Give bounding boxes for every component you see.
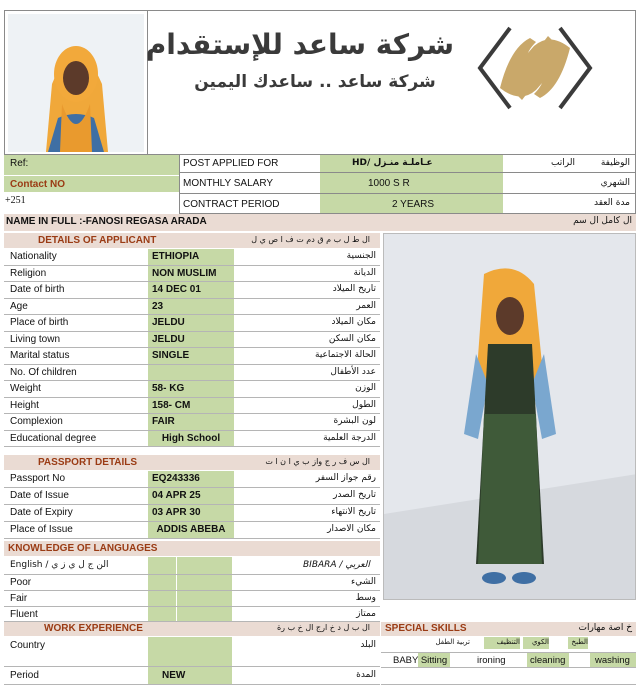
fluent-label: Fluent: [10, 609, 38, 620]
row-label: Religion: [10, 267, 47, 279]
salary-value: 1000 S R: [368, 178, 410, 189]
row-value: 158- CM: [148, 398, 234, 414]
table-row: [4, 348, 380, 365]
details-header-arabic: ال ط ل ب م ق دم ت ف ا ص ي ل: [251, 235, 370, 244]
table-row: [4, 249, 380, 266]
lang-line-2: [4, 590, 380, 591]
work-period-arabic: المدة: [356, 670, 376, 680]
row-arabic-label: تاريخ الميلاد: [332, 284, 376, 294]
row-value: JELDU: [148, 315, 234, 331]
arabic-label: BIBARA / العربي: [303, 560, 370, 570]
poor-arabic: الشيء: [350, 577, 376, 587]
row-label: Marital status: [10, 350, 70, 361]
company-logo-icon: [470, 18, 600, 118]
salary-arabic-top: الراتب: [550, 158, 575, 168]
skills-header-arabic: خ اصة مهارات: [578, 623, 632, 633]
languages-header-label: KNOWLEDGE OF LANGUAGES: [8, 543, 158, 554]
row-arabic-label: الدرجة العلمية: [323, 432, 376, 443]
lang-line-3: [4, 606, 380, 607]
row-value: 58- KG: [148, 381, 234, 397]
row-label: Date of birth: [10, 284, 65, 295]
lang-grid-green: [148, 557, 232, 621]
row-value: FAIR: [148, 414, 234, 430]
details-header-label: DETAILS OF APPLICANT: [38, 235, 157, 246]
row-arabic-label: تاريخ الانتهاء: [331, 507, 376, 517]
skill-ar-cooking: الطبخ: [571, 638, 588, 646]
table-row: [4, 414, 380, 431]
table-row: [4, 471, 380, 488]
row-value: 14 DEC 01: [148, 282, 234, 298]
row-value: High School: [148, 431, 234, 447]
row-value: ADDIS ABEBA: [148, 522, 234, 538]
row-label: Place of birth: [10, 317, 69, 328]
contract-period-label: CONTRACT PERIOD: [183, 199, 280, 210]
row-arabic-label: مكان الاصدار: [327, 524, 376, 534]
fair-arabic: وسط: [355, 593, 376, 603]
passport-header-label: PASSPORT DETAILS: [38, 457, 138, 468]
post-arabic: الوظيفة: [600, 158, 630, 168]
row-label: Educational degree: [10, 432, 97, 444]
work-country-arabic: البلد: [360, 640, 376, 650]
full-name: NAME IN FULL :-FANOSI REGASA ARADA: [6, 216, 207, 227]
skill-washing: washing: [595, 655, 630, 666]
table-row: [4, 398, 380, 415]
row-arabic-label: العمر: [356, 300, 376, 311]
row-arabic-label: الطول: [352, 399, 376, 410]
table-row: [4, 505, 380, 522]
applicant-portrait-photo: [8, 14, 144, 152]
row-arabic-label: مكان السكن: [328, 333, 376, 344]
row-arabic-label: عدد الأطفال: [330, 366, 376, 377]
work-country-label: Country: [10, 640, 46, 651]
table-row: [4, 381, 380, 398]
skill-ar-babysitting: تربية الطفل: [435, 638, 470, 646]
salary-label: MONTHLY SALARY: [183, 178, 274, 189]
row-value: EQ243336: [148, 471, 234, 487]
lang-grid-split: [176, 557, 177, 621]
skill-cleaning: cleaning: [530, 655, 566, 666]
skill-ar-cleaning: التنظيف: [496, 638, 520, 646]
contract-period-arabic: مدة العقد: [594, 198, 630, 208]
english-label: English / الن ج ل ي ز ي: [10, 560, 109, 570]
row-value: SINGLE: [148, 348, 234, 364]
row-arabic-label: تاريخ الصدر: [333, 490, 376, 500]
table-row: [4, 332, 380, 349]
skills-line-3: [381, 684, 636, 685]
row-value: [148, 365, 234, 381]
row-value: NON MUSLIM: [148, 266, 234, 282]
ref-cell: [4, 155, 179, 176]
row-value: JELDU: [148, 332, 234, 348]
lang-line-1: [4, 574, 380, 575]
row-label: No. Of children: [10, 366, 77, 378]
skill-babysitting: BABY Sitting: [393, 655, 448, 666]
row-value: 03 APR 30: [148, 505, 234, 521]
row-arabic-label: الوزن: [355, 383, 376, 393]
row-label: Date of Expiry: [10, 507, 73, 518]
contract-period-value: 2 YEARS: [392, 199, 435, 210]
contact-label: Contact NO: [10, 179, 65, 190]
row-label: Weight: [10, 383, 41, 394]
table-row: [4, 522, 380, 539]
skill-ironing: ironing: [477, 655, 506, 666]
post-label: POST APPLIED FOR: [183, 158, 279, 169]
row-arabic-label: الجنسية: [346, 251, 376, 261]
work-country-cell: [148, 637, 232, 685]
salary-arabic: الشهري: [600, 178, 630, 188]
phone-prefix: +251: [5, 195, 26, 206]
row-value: ETHIOPIA: [148, 249, 234, 265]
post-value: HD/ عـاملـة منـزل: [352, 158, 433, 168]
row-label: Passport No: [10, 473, 66, 484]
poor-label: Poor: [10, 577, 32, 588]
applicant-full-photo: [383, 233, 636, 600]
work-header-label: WORK EXPERIENCE: [44, 623, 143, 634]
company-name-arabic: شركة ساعد للإستقدام: [145, 28, 454, 61]
company-slogan-arabic: شركة ساعد .. ساعدك اليمين: [194, 72, 436, 92]
table-row: [4, 282, 380, 299]
row-label: Living town: [10, 333, 61, 345]
row-label: Height: [10, 399, 39, 411]
skill-ar-ironing: الكوي: [531, 638, 549, 646]
salary-value-cell: [320, 173, 503, 193]
row-value: 04 APR 25: [148, 488, 234, 504]
table-row: [4, 488, 380, 505]
fair-label: Fair: [10, 593, 28, 604]
row-label: Nationality: [10, 251, 57, 262]
row-arabic-label: مكان الميلاد: [331, 317, 376, 327]
fluent-arabic: ممتاز: [356, 609, 376, 619]
table-row: [4, 266, 380, 283]
work-header-arabic: ال ب ل د خ ارج ال خ ب رة: [276, 623, 370, 632]
table-row: [4, 315, 380, 332]
work-line-1: [4, 666, 380, 667]
full-name-arabic: ال كامل ال سم: [573, 216, 632, 226]
work-period-label: Period: [10, 670, 39, 681]
table-row: [4, 431, 380, 448]
work-period-value: NEW: [162, 670, 186, 681]
row-label: Date of Issue: [10, 490, 69, 501]
skills-line-2: [381, 667, 636, 668]
ref-label: Ref:: [10, 158, 29, 169]
work-line-2: [4, 684, 380, 685]
table-row: [4, 365, 380, 382]
passport-header-arabic: ال س ف ر ج واز ب ي ا ن ا ت: [265, 457, 370, 466]
row-arabic-label: الديانة: [353, 267, 376, 278]
row-label: Age: [10, 300, 28, 312]
skills-header-label: SPECIAL SKILLS: [385, 623, 467, 634]
row-arabic-label: الحالة الاجتماعية: [315, 350, 376, 360]
row-label: Place of Issue: [10, 524, 73, 535]
row-label: Complexion: [10, 416, 63, 427]
table-row: [4, 299, 380, 316]
row-arabic-label: لون البشرة: [333, 416, 376, 426]
row-value: 23: [148, 299, 234, 315]
row-arabic-label: رقم جواز السفر: [315, 473, 376, 483]
